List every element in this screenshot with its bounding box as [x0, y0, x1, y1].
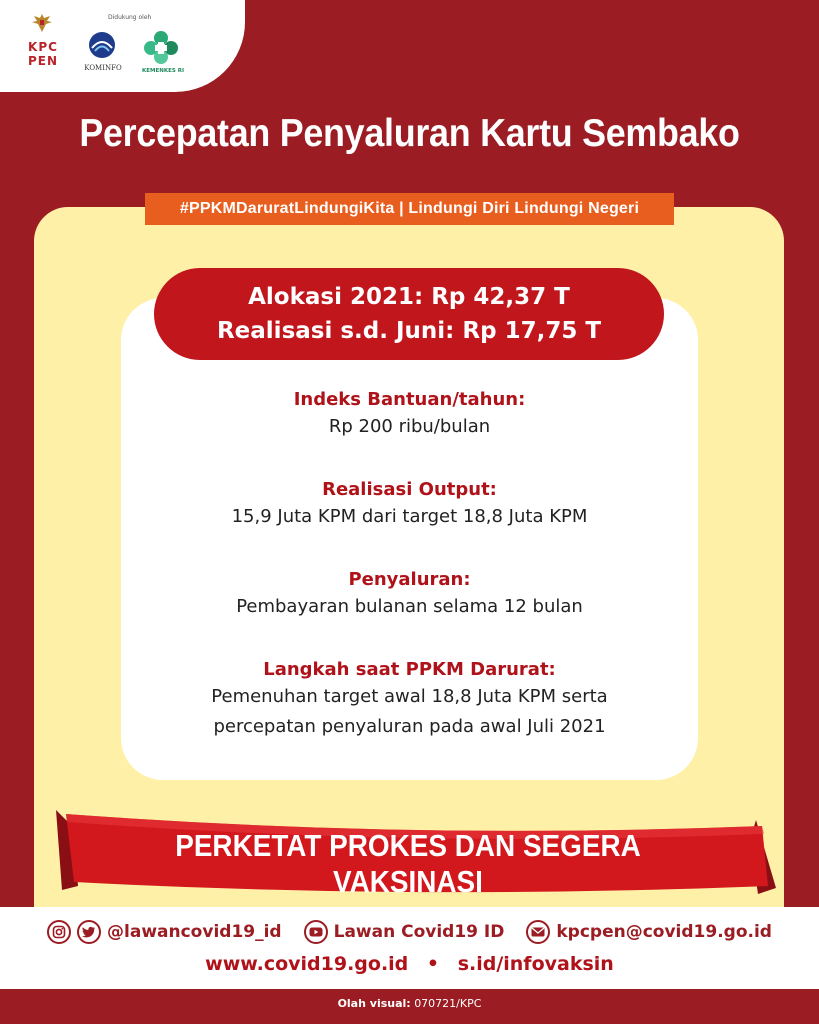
social-row — [0, 918, 819, 946]
twitter-icon[interactable] — [77, 920, 101, 944]
email-icon[interactable] — [526, 920, 550, 944]
section-langkah — [121, 658, 698, 742]
social-email[interactable] — [526, 920, 772, 944]
hashtag-bar: #PPKMDaruratLindungiKita | Lindungi Diri Lindungi Negeri — [145, 193, 674, 225]
kemenkes-logo-icon — [141, 30, 181, 66]
kemenkes-label: KEMENKES RI — [141, 68, 185, 74]
section-text: 15,9 Juta KPM dari target 18,8 Juta KPM — [231, 506, 588, 527]
allocation-pill — [154, 268, 664, 360]
kominfo-label: KOMINFO — [84, 64, 122, 72]
allocation-line: Alokasi 2021: Rp 42,37 T — [248, 284, 570, 310]
section-heading: Indeks Bantuan/tahun: — [293, 389, 526, 410]
youtube-channel[interactable]: Lawan Covid19 ID — [333, 922, 505, 942]
email-address[interactable]: kpcpen@covid19.go.id — [556, 922, 772, 942]
visual-credit — [0, 997, 819, 1010]
kominfo-logo-icon — [84, 30, 120, 60]
credit-value: 070721/KPC — [414, 997, 482, 1010]
section-heading: Penyaluran: — [348, 569, 471, 590]
separator-dot: • — [426, 953, 440, 975]
header-logo-card — [0, 0, 245, 92]
garuda-emblem-icon — [30, 12, 54, 34]
website-link-infovaksin[interactable]: s.id/infovaksin — [457, 953, 614, 975]
section-heading: Realisasi Output: — [322, 479, 497, 500]
youtube-icon[interactable] — [304, 920, 328, 944]
credit-label: Olah visual: — [337, 997, 411, 1010]
support-label: Didukung oleh — [108, 14, 152, 21]
instagram-icon[interactable] — [47, 920, 71, 944]
website-link-covid19[interactable]: www.covid19.go.id — [205, 953, 409, 975]
section-heading: Langkah saat PPKM Darurat: — [263, 659, 556, 680]
section-text: Rp 200 ribu/bulan — [328, 416, 491, 437]
section-text: Pembayaran bulanan selama 12 bulan — [236, 596, 583, 617]
realization-line: Realisasi s.d. Juni: Rp 17,75 T — [216, 318, 602, 344]
page-title: Percepatan Penyaluran Kartu Sembako — [79, 112, 740, 155]
social-youtube[interactable] — [304, 920, 505, 944]
website-row — [0, 953, 819, 975]
social-handle[interactable]: @lawancovid19_id — [107, 922, 282, 942]
section-indeks — [121, 388, 698, 442]
kpcpen-logo: KPC PEN — [27, 40, 59, 68]
call-to-action-banner: PERKETAT PROKES DAN SEGERA VAKSINASI — [175, 828, 641, 899]
section-text: Pemenuhan target awal 18,8 Juta KPM serta — [211, 686, 608, 707]
section-realisasi — [121, 478, 698, 532]
section-penyaluran — [121, 568, 698, 622]
section-text: percepatan penyaluran pada awal Juli 2021 — [213, 716, 606, 737]
social-instagram-twitter[interactable] — [47, 920, 282, 944]
